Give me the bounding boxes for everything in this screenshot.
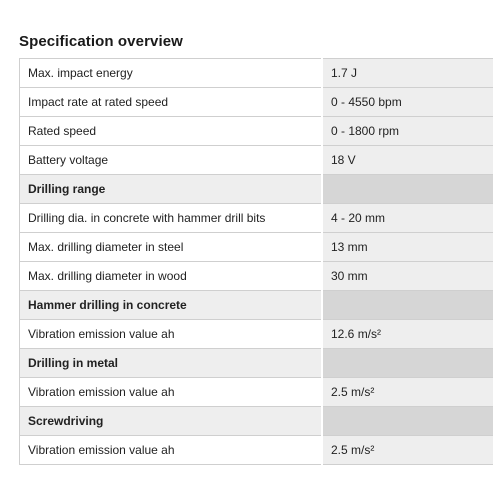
spec-label: Max. impact energy [20,59,323,88]
spec-value: 18 V [322,146,493,175]
section-header-row [20,407,494,436]
spec-value: 1.7 J [322,59,493,88]
spec-row [20,233,494,262]
section-title: Drilling in metal [20,349,323,378]
spec-row [20,146,494,175]
spec-row [20,262,494,291]
spec-label: Max. drilling diameter in steel [20,233,323,262]
spec-label: Drilling dia. in concrete with hammer drill bits [20,204,323,233]
section-title: Hammer drilling in concrete [20,291,323,320]
section-title: Screwdriving [20,407,323,436]
spec-value: 4 - 20 mm [322,204,493,233]
section-value-cell [322,291,493,320]
page-title: Specification overview [19,33,183,50]
spec-row [20,378,494,407]
spec-label: Rated speed [20,117,323,146]
section-header-row [20,291,494,320]
spec-value: 0 - 4550 bpm [322,88,493,117]
spec-value: 2.5 m/s² [322,378,493,407]
spec-row [20,436,494,465]
section-title: Drilling range [20,175,323,204]
spec-table [19,58,493,465]
section-value-cell [322,407,493,436]
spec-label: Vibration emission value ah [20,436,323,465]
spec-label: Vibration emission value ah [20,320,323,349]
spec-row [20,320,494,349]
spec-value: 13 mm [322,233,493,262]
spec-row [20,117,494,146]
section-header-row [20,349,494,378]
section-value-cell [322,349,493,378]
spec-label: Impact rate at rated speed [20,88,323,117]
spec-value: 2.5 m/s² [322,436,493,465]
spec-label: Max. drilling diameter in wood [20,262,323,291]
spec-value: 0 - 1800 rpm [322,117,493,146]
spec-row [20,88,494,117]
section-header-row [20,175,494,204]
spec-row [20,59,494,88]
spec-label: Vibration emission value ah [20,378,323,407]
spec-label: Battery voltage [20,146,323,175]
spec-table-body [20,59,494,465]
spec-row [20,204,494,233]
section-value-cell [322,175,493,204]
spec-value: 12.6 m/s² [322,320,493,349]
spec-value: 30 mm [322,262,493,291]
